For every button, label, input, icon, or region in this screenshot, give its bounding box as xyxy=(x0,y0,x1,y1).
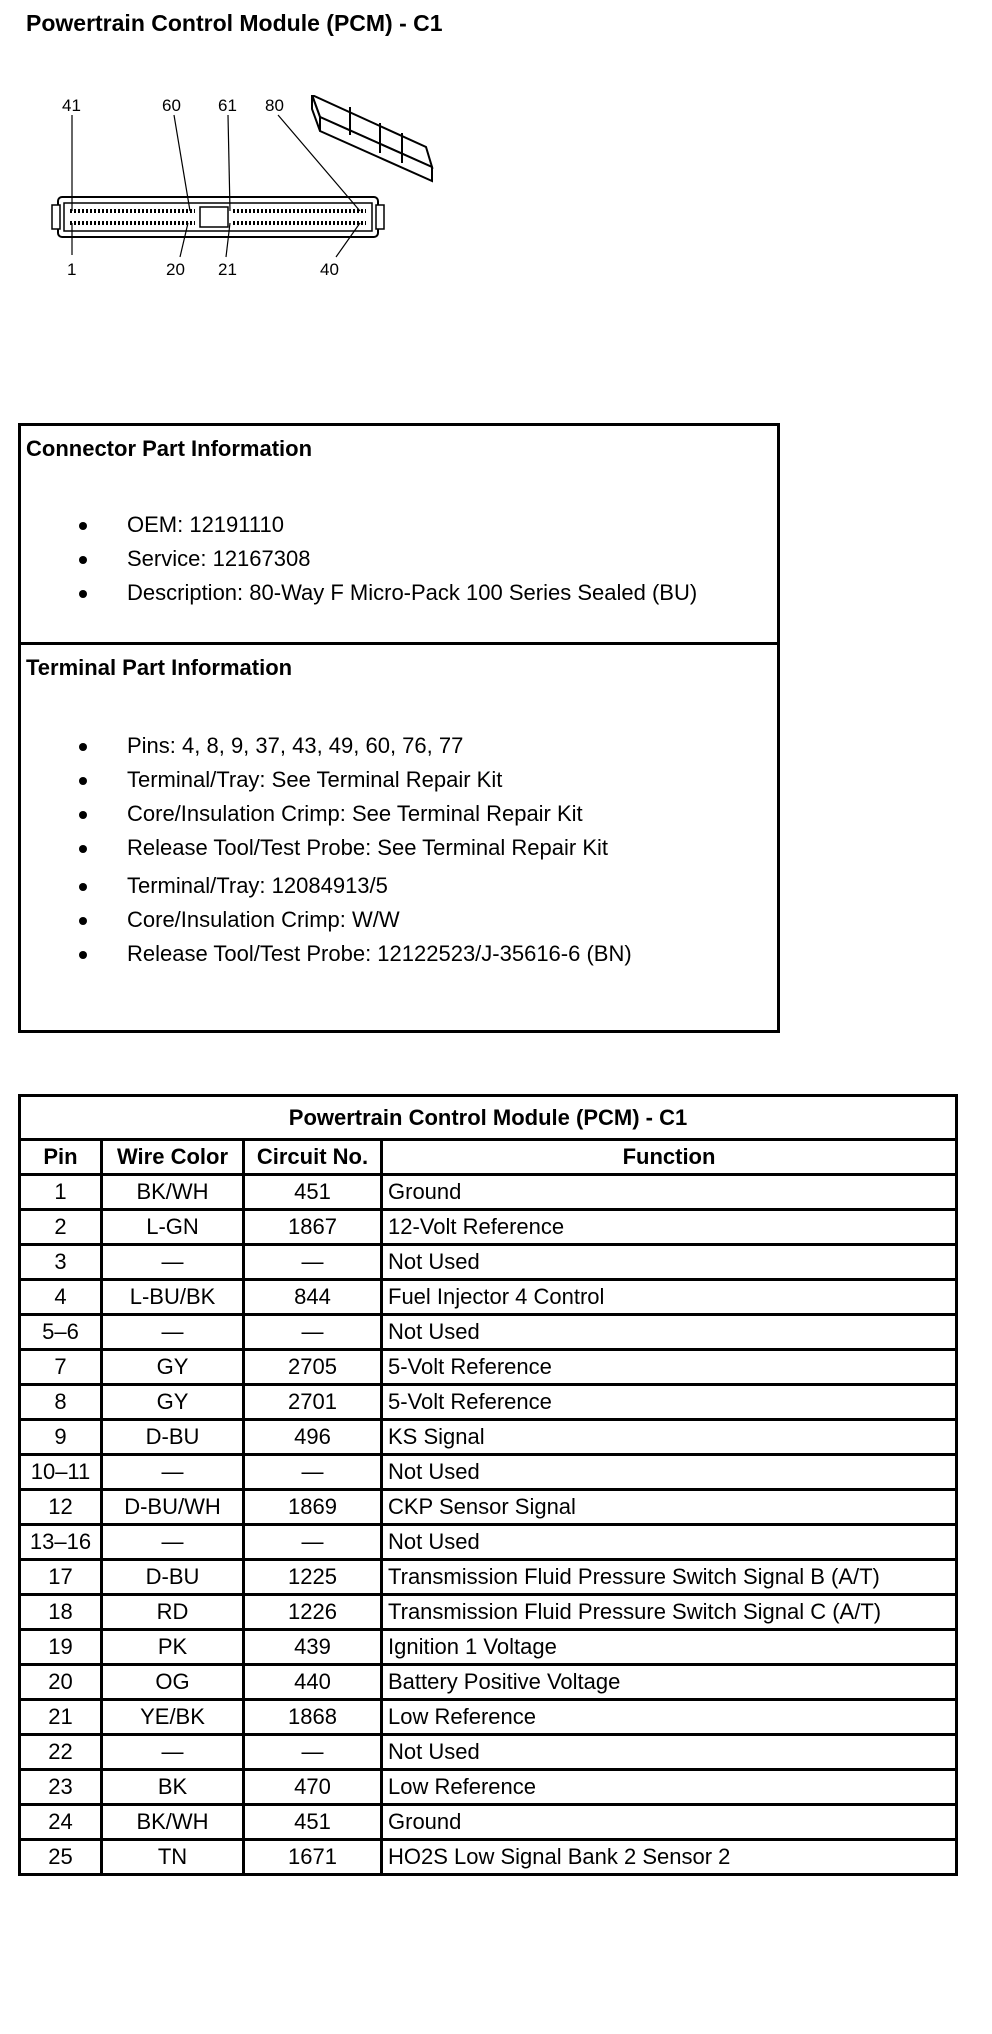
table-title-row xyxy=(20,1096,957,1140)
table-row xyxy=(20,1560,957,1595)
header-function: Function xyxy=(382,1140,957,1175)
cell-circuit-no: 844 xyxy=(244,1280,382,1315)
cell-pin: 17 xyxy=(20,1560,102,1595)
cell-pin: 3 xyxy=(20,1245,102,1280)
connector-flange-left xyxy=(52,205,60,229)
pin-table-body xyxy=(20,1175,957,1875)
cell-function: Not Used xyxy=(382,1315,957,1350)
connector-illustration xyxy=(50,95,470,295)
cell-circuit-no: 1225 xyxy=(244,1560,382,1595)
table-row xyxy=(20,1770,957,1805)
cell-circuit-no: — xyxy=(244,1525,382,1560)
cell-wire-color: — xyxy=(102,1735,244,1770)
cell-function: Low Reference xyxy=(382,1700,957,1735)
table-row xyxy=(20,1175,957,1210)
list-item xyxy=(21,729,608,763)
cell-pin: 1 xyxy=(20,1175,102,1210)
cell-function: Transmission Fluid Pressure Switch Signal C (A/T) xyxy=(382,1595,957,1630)
header-wire-color: Wire Color xyxy=(102,1140,244,1175)
table-row xyxy=(20,1245,957,1280)
cell-wire-color: GY xyxy=(102,1385,244,1420)
table-title: Powertrain Control Module (PCM) - C1 xyxy=(20,1096,957,1140)
pin-label-top-0: 41 xyxy=(62,96,81,115)
cell-wire-color: TN xyxy=(102,1840,244,1875)
list-item xyxy=(21,797,608,831)
bullet-icon xyxy=(79,917,87,925)
cell-wire-color: — xyxy=(102,1525,244,1560)
cell-circuit-no: 1671 xyxy=(244,1840,382,1875)
cell-wire-color: D-BU xyxy=(102,1420,244,1455)
cell-function: Not Used xyxy=(382,1525,957,1560)
list-item xyxy=(21,576,697,610)
cell-wire-color: — xyxy=(102,1315,244,1350)
cell-circuit-no: — xyxy=(244,1245,382,1280)
cell-function: Transmission Fluid Pressure Switch Signal B (A/T) xyxy=(382,1560,957,1595)
cell-wire-color: D-BU/WH xyxy=(102,1490,244,1525)
cell-wire-color: — xyxy=(102,1455,244,1490)
table-row xyxy=(20,1280,957,1315)
table-row xyxy=(20,1350,957,1385)
cell-pin: 25 xyxy=(20,1840,102,1875)
bullet-icon xyxy=(79,777,87,785)
bullet-icon xyxy=(79,743,87,751)
cell-circuit-no: 1868 xyxy=(244,1700,382,1735)
bullet-icon xyxy=(79,883,87,891)
terminal-info-heading: Terminal Part Information xyxy=(26,655,293,680)
cell-function: Ignition 1 Voltage xyxy=(382,1630,957,1665)
cell-function: KS Signal xyxy=(382,1420,957,1455)
table-row xyxy=(20,1840,957,1875)
cell-pin: 13–16 xyxy=(20,1525,102,1560)
cell-pin: 2 xyxy=(20,1210,102,1245)
table-row xyxy=(20,1210,957,1245)
cell-circuit-no: 2701 xyxy=(244,1385,382,1420)
pin-label-bottom-1: 20 xyxy=(166,260,185,279)
bullet-icon xyxy=(79,522,87,530)
cell-function: Ground xyxy=(382,1175,957,1210)
connector-flange-right xyxy=(376,205,384,229)
list-item-text: Service: 12167308 xyxy=(127,546,311,571)
cell-circuit-no: 496 xyxy=(244,1420,382,1455)
list-item-text: Terminal/Tray: See Terminal Repair Kit xyxy=(127,767,503,792)
cell-function: Battery Positive Voltage xyxy=(382,1665,957,1700)
cell-wire-color: RD xyxy=(102,1595,244,1630)
list-item-text: Core/Insulation Crimp: W/W xyxy=(127,907,400,932)
list-item xyxy=(21,763,608,797)
cell-pin: 5–6 xyxy=(20,1315,102,1350)
cell-pin: 18 xyxy=(20,1595,102,1630)
cell-pin: 22 xyxy=(20,1735,102,1770)
cell-circuit-no: 1867 xyxy=(244,1210,382,1245)
table-row xyxy=(20,1385,957,1420)
cell-circuit-no: — xyxy=(244,1315,382,1350)
cell-wire-color: GY xyxy=(102,1350,244,1385)
table-row xyxy=(20,1735,957,1770)
cell-pin: 23 xyxy=(20,1770,102,1805)
cell-pin: 4 xyxy=(20,1280,102,1315)
cell-circuit-no: 1869 xyxy=(244,1490,382,1525)
list-item xyxy=(21,903,632,937)
pin-label-top-2: 61 xyxy=(218,96,237,115)
center-key xyxy=(200,207,228,227)
list-item-text: Release Tool/Test Probe: See Terminal Repair Kit xyxy=(127,835,608,860)
cell-pin: 7 xyxy=(20,1350,102,1385)
cell-function: 5-Volt Reference xyxy=(382,1350,957,1385)
table-row xyxy=(20,1420,957,1455)
cell-function: CKP Sensor Signal xyxy=(382,1490,957,1525)
list-item-text: OEM: 12191110 xyxy=(127,512,284,537)
table-row xyxy=(20,1700,957,1735)
pin-label-bottom-2: 21 xyxy=(218,260,237,279)
list-item-text: Core/Insulation Crimp: See Terminal Repair Kit xyxy=(127,801,583,826)
cell-function: Ground xyxy=(382,1805,957,1840)
page-title: Powertrain Control Module (PCM) - C1 xyxy=(26,10,443,36)
terminal-info-list-a xyxy=(21,729,608,865)
bullet-icon xyxy=(79,845,87,853)
cell-wire-color: L-BU/BK xyxy=(102,1280,244,1315)
cell-function: Not Used xyxy=(382,1245,957,1280)
connector-info-list xyxy=(21,508,697,610)
cell-function: Low Reference xyxy=(382,1770,957,1805)
list-item xyxy=(21,937,632,971)
cell-circuit-no: 451 xyxy=(244,1805,382,1840)
cell-pin: 19 xyxy=(20,1630,102,1665)
pin-label-bottom-3: 40 xyxy=(320,260,339,279)
bullet-icon xyxy=(79,556,87,564)
list-item-text: Description: 80-Way F Micro-Pack 100 Series Sealed (BU) xyxy=(127,580,698,605)
table-row xyxy=(20,1630,957,1665)
list-item-text: Terminal/Tray: 12084913/5 xyxy=(127,873,388,898)
cell-pin: 12 xyxy=(20,1490,102,1525)
connector-diagram xyxy=(50,95,470,295)
cell-wire-color: PK xyxy=(102,1630,244,1665)
table-row xyxy=(20,1490,957,1525)
cell-circuit-no: 451 xyxy=(244,1175,382,1210)
cell-wire-color: OG xyxy=(102,1665,244,1700)
cell-circuit-no: — xyxy=(244,1735,382,1770)
list-item xyxy=(21,831,608,865)
pin-table xyxy=(18,1094,958,1876)
list-item xyxy=(21,542,697,576)
header-pin: Pin xyxy=(20,1140,102,1175)
bullet-icon xyxy=(79,951,87,959)
bullet-icon xyxy=(79,811,87,819)
cell-circuit-no: 440 xyxy=(244,1665,382,1700)
cell-wire-color: — xyxy=(102,1245,244,1280)
cell-pin: 8 xyxy=(20,1385,102,1420)
pin-label-bottom-0: 1 xyxy=(67,260,77,279)
pin-label-top-3: 80 xyxy=(265,96,284,115)
cell-function: Fuel Injector 4 Control xyxy=(382,1280,957,1315)
terminal-info-list-b xyxy=(21,869,632,971)
table-row xyxy=(20,1595,957,1630)
cell-circuit-no: 439 xyxy=(244,1630,382,1665)
table-row xyxy=(20,1525,957,1560)
cell-pin: 20 xyxy=(20,1665,102,1700)
table-row xyxy=(20,1805,957,1840)
cell-wire-color: BK/WH xyxy=(102,1805,244,1840)
pin-label-top-1: 60 xyxy=(162,96,181,115)
part-info-box xyxy=(18,423,780,1033)
cell-function: Not Used xyxy=(382,1455,957,1490)
table-row xyxy=(20,1315,957,1350)
cell-circuit-no: 1226 xyxy=(244,1595,382,1630)
cell-wire-color: BK xyxy=(102,1770,244,1805)
bullet-icon xyxy=(79,590,87,598)
table-row xyxy=(20,1455,957,1490)
list-item-text: Pins: 4, 8, 9, 37, 43, 49, 60, 76, 77 xyxy=(127,733,464,758)
cell-pin: 10–11 xyxy=(20,1455,102,1490)
cell-circuit-no: — xyxy=(244,1455,382,1490)
cell-function: Not Used xyxy=(382,1735,957,1770)
cell-function: 12-Volt Reference xyxy=(382,1210,957,1245)
cell-wire-color: D-BU xyxy=(102,1560,244,1595)
mating-connector xyxy=(312,95,432,181)
cell-pin: 21 xyxy=(20,1700,102,1735)
cell-wire-color: L-GN xyxy=(102,1210,244,1245)
table-row xyxy=(20,1665,957,1700)
cell-pin: 9 xyxy=(20,1420,102,1455)
cell-circuit-no: 470 xyxy=(244,1770,382,1805)
cell-wire-color: BK/WH xyxy=(102,1175,244,1210)
table-header-row xyxy=(20,1140,957,1175)
cell-circuit-no: 2705 xyxy=(244,1350,382,1385)
connector-part-info xyxy=(21,426,777,645)
list-item-text: Release Tool/Test Probe: 12122523/J-35616-6 (BN) xyxy=(127,941,632,966)
cell-function: 5-Volt Reference xyxy=(382,1385,957,1420)
header-circuit-no: Circuit No. xyxy=(244,1140,382,1175)
list-item xyxy=(21,508,697,542)
cell-function: HO2S Low Signal Bank 2 Sensor 2 xyxy=(382,1840,957,1875)
list-item xyxy=(21,869,632,903)
cell-pin: 24 xyxy=(20,1805,102,1840)
connector-info-heading: Connector Part Information xyxy=(26,436,313,461)
cell-wire-color: YE/BK xyxy=(102,1700,244,1735)
